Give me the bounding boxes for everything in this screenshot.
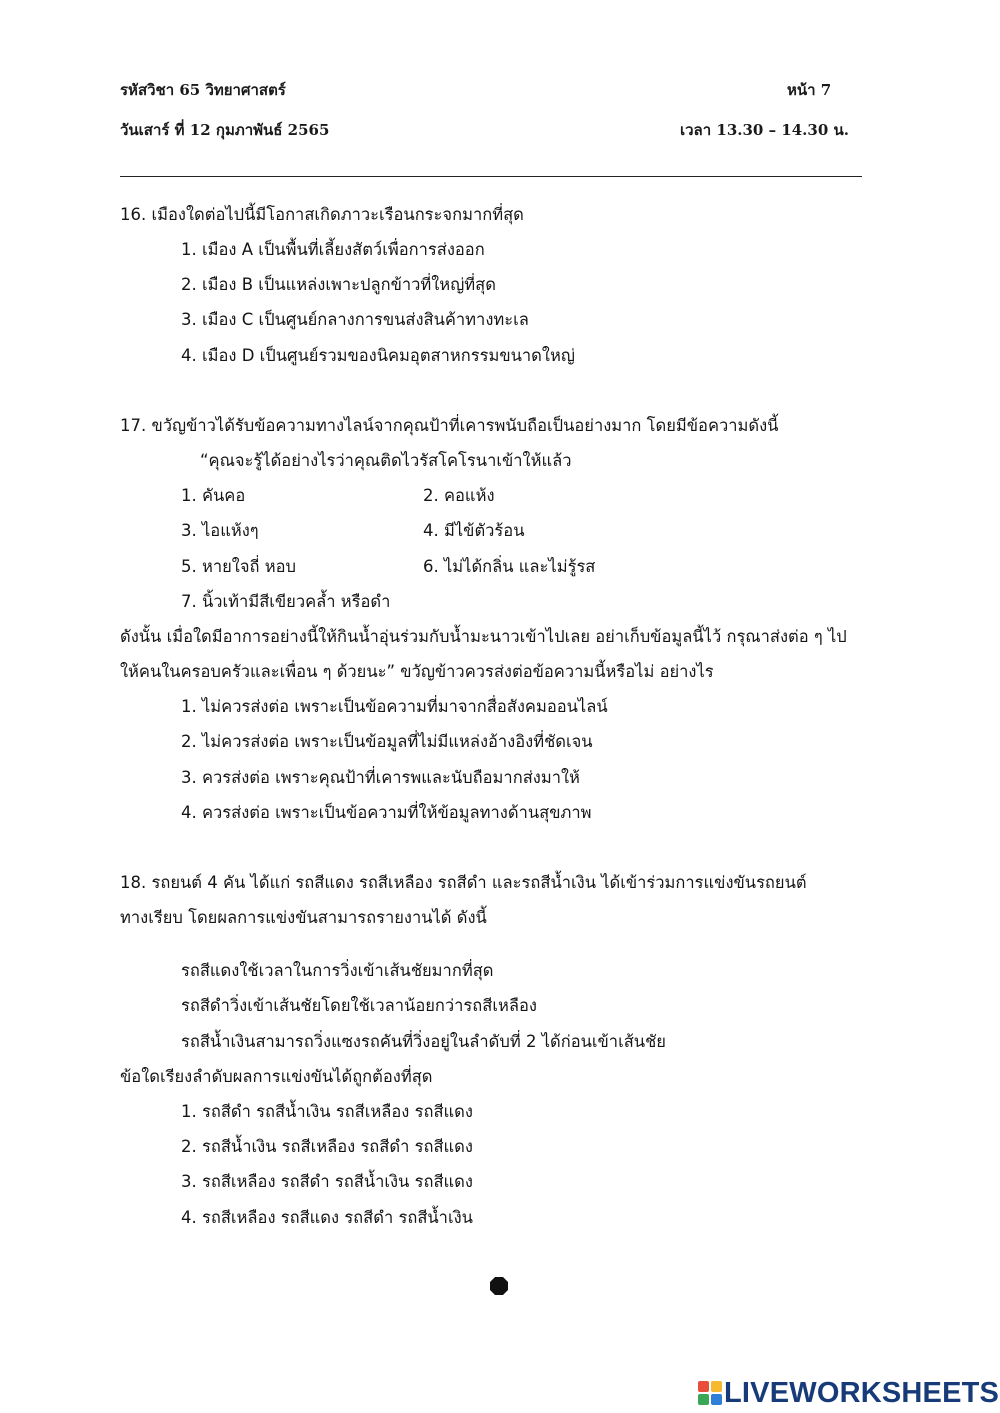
q18-fact-1: รถสีแดงใช้เวลาในการวิ่งเข้าเส้นชัยมากที่สุด xyxy=(181,961,494,980)
q17-option-4[interactable]: 4. ควรส่งต่อ เพราะเป็นข้อความที่ให้ข้อมูลทางด้านสุขภาพ xyxy=(181,803,592,822)
subject-code: รหัสวิชา 65 วิทยาศาสตร์ xyxy=(120,81,286,99)
octagon-bullet-icon xyxy=(489,1276,509,1296)
q17-symptom-6: 6. ไม่ได้กลิ่น และไม่รู้รส xyxy=(423,557,596,576)
q16-option-3[interactable]: 3. เมือง C เป็นศูนย์กลางการขนส่งสินค้าทางทะเล xyxy=(181,310,529,329)
exam-date: วันเสาร์ ที่ 12 กุมภาพันธ์ 2565 xyxy=(120,121,330,139)
q17-symptom-7: 7. นิ้วเท้ามีสีเขียวคล้ำ หรือดำ xyxy=(181,592,391,611)
question-16: 16. เมืองใดต่อไปนี้มีโอกาสเกิดภาวะเรือนกระจกมากที่สุด xyxy=(120,205,524,224)
q18-prompt: ข้อใดเรียงลำดับผลการแข่งขันได้ถูกต้องที่สุด xyxy=(120,1067,433,1086)
q17-symptom-4: 4. มีไข้ตัวร้อน xyxy=(423,521,525,540)
q17-symptom-3: 3. ไอแห้งๆ xyxy=(181,521,259,540)
q18-fact-3: รถสีน้ำเงินสามารถวิ่งแซงรถคันที่วิ่งอยู่ในลำดับที่ 2 ได้ก่อนเข้าเส้นชัย xyxy=(181,1032,666,1051)
q18-option-4[interactable]: 4. รถสีเหลือง รถสีแดง รถสีดำ รถสีน้ำเงิน xyxy=(181,1208,473,1227)
question-18-line-1: 18. รถยนต์ 4 คัน ได้แก่ รถสีแดง รถสีเหลือง รถสีดำ และรถสีน้ำเงิน ได้เข้าร่วมการแข่งขันรถยนต์ xyxy=(120,873,807,892)
q17-symptom-1: 1. คันคอ xyxy=(181,486,246,505)
q18-fact-2: รถสีดำวิ่งเข้าเส้นชัยโดยใช้เวลาน้อยกว่ารถสีเหลือง xyxy=(181,996,537,1015)
q18-option-1[interactable]: 1. รถสีดำ รถสีน้ำเงิน รถสีเหลือง รถสีแดง xyxy=(181,1102,473,1121)
q17-option-2[interactable]: 2. ไม่ควรส่งต่อ เพราะเป็นข้อมูลที่ไม่มีแหล่งอ้างอิงที่ชัดเจน xyxy=(181,732,593,751)
exam-time: เวลา 13.30 – 14.30 น. xyxy=(680,121,849,139)
q17-symptom-2: 2. คอแห้ง xyxy=(423,486,495,505)
q18-option-2[interactable]: 2. รถสีน้ำเงิน รถสีเหลือง รถสีดำ รถสีแดง xyxy=(181,1137,473,1156)
q17-paragraph-line-2: ให้คนในครอบครัวและเพื่อน ๆ ด้วยนะ” ขวัญข้าวควรส่งต่อข้อความนี้หรือไม่ อย่างไร xyxy=(120,662,714,681)
q16-option-2[interactable]: 2. เมือง B เป็นแหล่งเพาะปลูกข้าวที่ใหญ่ที่สุด xyxy=(181,275,496,294)
header-divider xyxy=(120,176,862,177)
question-18-line-2: ทางเรียบ โดยผลการแข่งขันสามารถรายงานได้ ดังนี้ xyxy=(120,908,487,927)
liveworksheets-brand: LIVEWORKSHEETS xyxy=(724,1376,1000,1409)
q17-paragraph-line-1: ดังนั้น เมื่อใดมีอาการอย่างนี้ให้กินน้ำอุ่นร่วมกับน้ำมะนาวเข้าไปเลย อย่าเก็บข้อมูลนี้ไว้ กรุณาส่งต่อ ๆ ไป xyxy=(120,627,847,646)
liveworksheets-logo-icon xyxy=(698,1381,722,1405)
question-17: 17. ขวัญข้าวได้รับข้อความทางไลน์จากคุณป้าที่เคารพนับถือเป็นอย่างมาก โดยมีข้อความดังนี้ xyxy=(120,416,779,435)
q17-symptom-5: 5. หายใจถี่ หอบ xyxy=(181,557,297,576)
q16-option-1[interactable]: 1. เมือง A เป็นพื้นที่เลี้ยงสัตว์เพื่อการส่งออก xyxy=(181,240,485,259)
q17-option-3[interactable]: 3. ควรส่งต่อ เพราะคุณป้าที่เคารพและนับถือมากส่งมาให้ xyxy=(181,768,580,787)
q17-option-1[interactable]: 1. ไม่ควรส่งต่อ เพราะเป็นข้อความที่มาจากสื่อสังคมออนไลน์ xyxy=(181,697,608,716)
liveworksheets-logo xyxy=(698,1377,999,1409)
q16-option-4[interactable]: 4. เมือง D เป็นศูนย์รวมของนิคมอุตสาหกรรมขนาดใหญ่ xyxy=(181,346,575,365)
q17-quote: “คุณจะรู้ได้อย่างไรว่าคุณติดไวรัสโคโรนาเข้าให้แล้ว xyxy=(200,451,572,470)
page-number: หน้า 7 xyxy=(787,81,832,99)
q18-option-3[interactable]: 3. รถสีเหลือง รถสีดำ รถสีน้ำเงิน รถสีแดง xyxy=(181,1172,473,1191)
